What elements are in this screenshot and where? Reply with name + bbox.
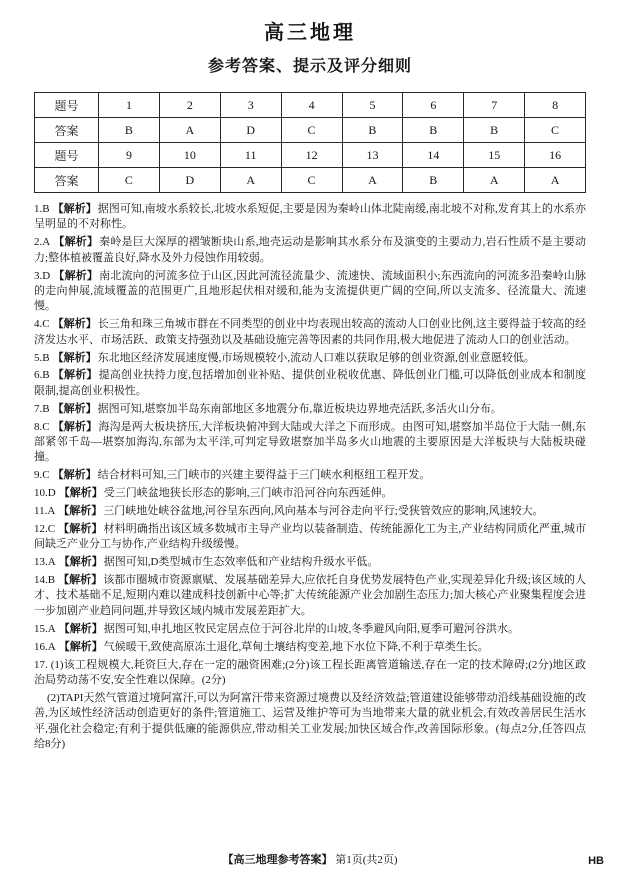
answer-table-row	[35, 93, 586, 118]
explanation-item	[34, 640, 586, 655]
page-footer	[0, 851, 620, 867]
explanation-item	[34, 573, 586, 619]
question-number: 10.D	[34, 487, 56, 500]
analysis-marker: 【解析】	[52, 420, 98, 433]
analysis-marker: 【解析】	[52, 369, 98, 382]
explanation-item	[34, 402, 586, 417]
analysis-marker: 【解析】	[52, 469, 97, 482]
question-number: 17.	[34, 658, 48, 671]
footer-page-info: 第1页(共2页)	[335, 854, 398, 866]
explanation-item	[34, 555, 586, 570]
question-number: 2.A	[34, 236, 51, 249]
answer-cell: A	[525, 168, 586, 193]
question-number: 7.B	[34, 402, 50, 415]
explanation-text: 据图可知,南坡水系较长,北坡水系短促,主要是因为秦岭山体北陡南缓,南北坡不对称,发育其上的水系亦呈明显的不对称性。	[34, 203, 587, 231]
answer-cell: 6	[403, 93, 464, 118]
explanation-item	[34, 522, 586, 553]
answer-cell: D	[220, 118, 281, 143]
explanation-text: 受三门峡盆地狭长形态的影响,三门峡市沿河谷向东西延伸。	[103, 487, 393, 500]
explanation-text: 气候暖干,致使高原冻土退化,草甸土壤结构变差,地下水位下降,不利于草类生长。	[103, 640, 489, 653]
answer-cell: B	[403, 118, 464, 143]
explanation-text: 材料明确指出该区域多数城市主导产业均以装备制造、传统能源化工为主,产业结构同质化严重,城市间缺乏产业分工与协作,产业结构升级缓慢。	[34, 522, 587, 551]
answer-cell: 3	[220, 93, 281, 118]
explanation-item	[34, 351, 586, 366]
explanation-text: 据图可知,申扎地区牧民定居点位于河谷北岸的山坡,冬季避风向阳,夏季可避河谷洪水。	[103, 622, 519, 635]
question-number: 11.A	[34, 505, 56, 518]
answer-table-body	[35, 93, 586, 193]
analysis-marker: 【解析】	[52, 402, 97, 415]
explanation-text: 三门峡地处峡谷盆地,河谷呈东西向,风向基本与河谷走向平行;受狭管效应的影响,风速较大。	[103, 505, 544, 518]
answer-cell: B	[342, 118, 403, 143]
analysis-marker: 【解析】	[52, 318, 97, 331]
explanation-list	[34, 202, 586, 655]
answer-cell: C	[525, 118, 586, 143]
explanation-text: 南北流向的河流多位于山区,因此河流径流量少、流速快、流域面积小;东西流向的河流多沿秦岭山脉的走向伸展,流域覆盖的范围更广,且地形起伏相对缓和,能为支流提供更广阔的空间,所以支流多、径流量大、流速慢。	[34, 269, 586, 313]
question-number: 13.A	[34, 556, 56, 569]
answer-cell: 2	[159, 93, 220, 118]
question-number: 15.A	[34, 622, 56, 635]
answer-cell: 14	[403, 143, 464, 168]
analysis-marker: 【解析】	[52, 351, 97, 364]
explanation-text: 据图可知,D类型城市生态效率低和产业结构升级水平低。	[103, 556, 379, 569]
analysis-marker: 【解析】	[58, 640, 103, 653]
answer-cell: 12	[281, 143, 342, 168]
answer-cell: C	[99, 168, 160, 193]
question-number: 4.C	[34, 318, 50, 331]
explanation-item	[34, 269, 586, 315]
explanation-item	[34, 368, 586, 399]
footer-doc-title: 【高三地理参考答案】	[222, 854, 333, 866]
answer-cell: 7	[464, 93, 525, 118]
answer-cell: A	[220, 168, 281, 193]
row-label: 题号	[35, 93, 99, 118]
explanation-text: 据图可知,堪察加半岛东南部地区多地震分布,靠近板块边界地壳活跃,多活火山分布。	[97, 402, 502, 415]
answer-cell: 8	[525, 93, 586, 118]
question-number: 12.C	[34, 522, 56, 535]
question-number: 5.B	[34, 351, 50, 364]
explanation-text: 长三角和珠三角城市群在不同类型的创业中均表现出较高的流动人口创业比例,这主要得益于较高的经济发达水平、市场活跃、政策支持强劲以及基础设施完善等因素的共同作用,极大地促进了流动人口的创业活动。	[34, 318, 586, 346]
answer-cell: B	[464, 118, 525, 143]
analysis-marker: 【解析】	[53, 236, 99, 249]
explanation-item	[34, 622, 586, 637]
explanation-item	[34, 202, 586, 233]
explanation-text: 秦岭是巨大深厚的褶皱断块山系,地壳运动是影响其水系分布及演变的主要动力,岩石性质不是主要动力;整体植被覆盖良好,降水及外力侵蚀作用较弱。	[34, 236, 587, 264]
explanation-text: 东北地区经济发展速度慢,市场规模较小,流动人口难以获取足够的创业资源,创业意愿较低。	[97, 351, 535, 364]
question-17-part	[34, 691, 586, 753]
analysis-marker: 【解析】	[58, 505, 103, 518]
analysis-marker: 【解析】	[58, 487, 103, 500]
explanation-text: 结合材料可知,三门峡市的兴建主要得益于三门峡水利枢纽工程开发。	[97, 469, 431, 482]
analysis-marker: 【解析】	[52, 203, 97, 215]
page-subtitle: 参考答案、提示及评分细则	[207, 58, 412, 75]
row-label: 答案	[35, 118, 99, 143]
question-number: 14.B	[34, 574, 56, 587]
question-17-block	[34, 658, 586, 753]
answer-cell: D	[159, 168, 220, 193]
explanation-text: 提高创业扶持力度,包括增加创业补贴、提供创业税收优惠、降低创业门槛,可以降低创业成本和制度限制,提高创业积极性。	[34, 369, 587, 397]
answer-text: (2)TAPI天然气管道过境阿富汗,可以为阿富汗带来资源过境费以及经济效益;管道建设能够带动沿线基础设施的改善,为区域性经济活动创造更好的条件;管道施工、运营及维护等可为当地带来大量的就业机会,有效改善居民生活水平,强化社会稳定;有利于提供低廉的能源供应,带动相关工业发展;加快区域合作,改善国际形象。(每点2分,任答四点给8分)	[34, 691, 586, 750]
question-number: 6.B	[34, 369, 50, 382]
answer-cell: B	[403, 168, 464, 193]
question-number: 9.C	[34, 469, 50, 482]
question-number: 3.D	[34, 269, 51, 282]
answer-text: (1)该工程规模大,耗资巨大,存在一定的融资困难;(2分)该工程长距离管道输送,存在一定的技术障碍;(2分)地区政治局势动荡不安,安全性难以保障。(2分)	[34, 658, 586, 686]
explanation-item	[34, 486, 586, 501]
explanation-text: 该都市圈城市资源禀赋、发展基础差异大,应依托自身优势发展特色产业,实现差异化升级;该区域的人才、技术基础不足,短期内难以建成科技创新中心等;扩大传统能源产业会加剧生态压力;加大核心产业聚集程度会进一步加剧产业趋同问题,并导致区域内城市发展差距扩大。	[34, 574, 586, 617]
answer-cell: C	[281, 168, 342, 193]
answer-cell: 1	[99, 93, 160, 118]
answer-cell: 16	[525, 143, 586, 168]
explanation-item	[34, 235, 586, 266]
question-number: 8.C	[34, 420, 50, 433]
answer-cell: A	[464, 168, 525, 193]
answer-cell: 11	[220, 143, 281, 168]
analysis-marker: 【解析】	[53, 269, 99, 282]
explanation-item	[34, 420, 586, 466]
analysis-marker: 【解析】	[58, 574, 103, 587]
row-label: 答案	[35, 168, 99, 193]
question-17-part	[34, 658, 586, 689]
question-number: 16.A	[34, 640, 56, 653]
answer-cell: A	[159, 118, 220, 143]
answer-cell: 15	[464, 143, 525, 168]
analysis-marker: 【解析】	[58, 556, 103, 569]
row-label: 题号	[35, 143, 99, 168]
answer-cell: B	[99, 118, 160, 143]
explanation-item	[34, 468, 586, 483]
answer-cell: 4	[281, 93, 342, 118]
answer-cell: C	[281, 118, 342, 143]
page-title: 高三地理	[264, 22, 356, 44]
answer-table-row	[35, 118, 586, 143]
question-number: 1.B	[34, 203, 50, 215]
footer-center	[222, 854, 397, 866]
answer-cell: 5	[342, 93, 403, 118]
answer-table	[34, 92, 586, 193]
answer-cell: A	[342, 168, 403, 193]
answer-cell: 10	[159, 143, 220, 168]
analysis-marker: 【解析】	[58, 522, 103, 535]
explanation-text: 海沟是两大板块挤压,大洋板块俯冲到大陆或大洋之下而形成。由图可知,堪察加半岛位于大陆一侧,东部紧邻千岛—堪察加海沟,东部为太平洋,可判定导致堪察加半岛多火山地震的主要原因是大洋板块与大陆板块碰撞。	[34, 420, 586, 464]
footer-code: HB	[588, 855, 604, 867]
answer-table-row	[35, 143, 586, 168]
analysis-marker: 【解析】	[58, 622, 103, 635]
answer-cell: 9	[99, 143, 160, 168]
explanation-item	[34, 504, 586, 519]
explanation-item	[34, 317, 586, 348]
answer-cell: 13	[342, 143, 403, 168]
answer-table-row	[35, 168, 586, 193]
